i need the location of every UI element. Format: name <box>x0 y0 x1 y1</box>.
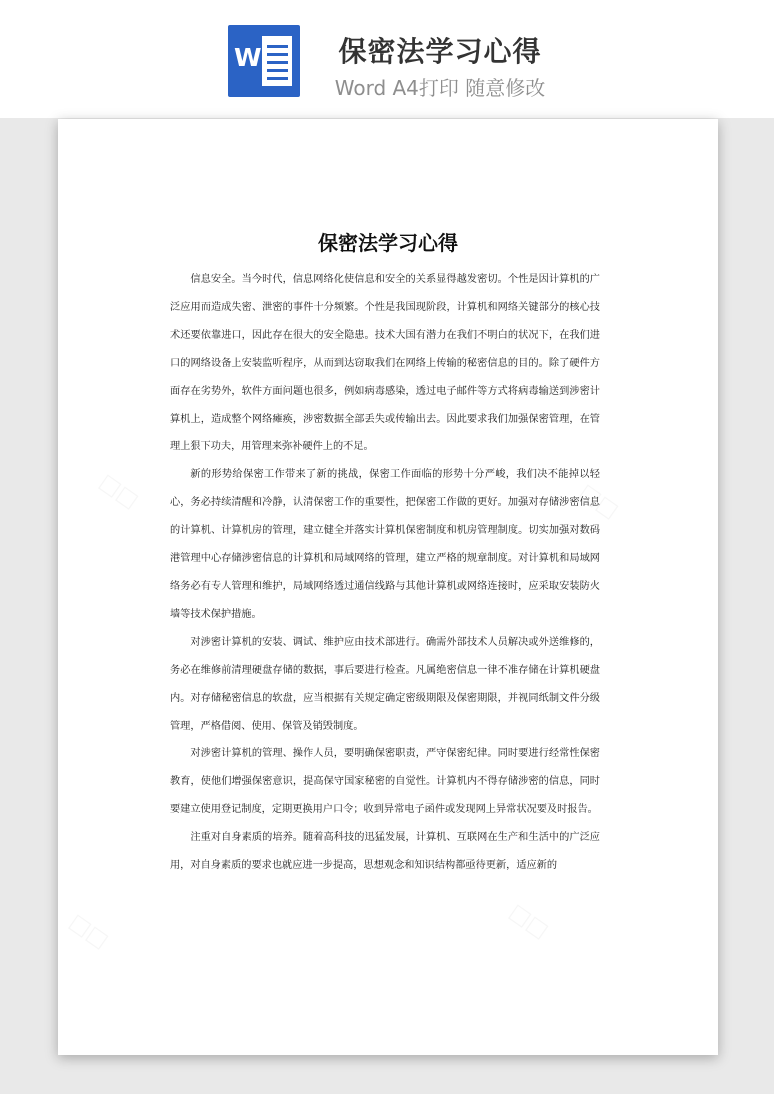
document-body <box>170 266 600 880</box>
word-icon <box>228 25 300 97</box>
watermark: □□ <box>94 469 143 514</box>
banner-title: 保密法学习心得 <box>338 35 542 68</box>
paragraph: 对涉密计算机的管理、操作人员，要明确保密职责，严守保密纪律。同时要进行经常性保密教育，使他们增强保密意识，提高保守国家秘密的自觉性。计算机内不得存储涉密的信息，同时要建立使用登记制度，定期更换用户口令；收到异常电子函件或发现网上异常状况要及时报告。 <box>170 748 600 816</box>
watermark: □□ <box>64 909 113 954</box>
paragraph: 注重对自身素质的培养。随着高科技的迅猛发展，计算机、互联网在生产和生活中的广泛应用，对自身素质的要求也就应进一步提高，思想观念和知识结构都亟待更新，适应新的 <box>170 832 600 872</box>
paragraph: 信息安全。当今时代，信息网络化使信息和安全的关系显得越发密切。个性是因计算机的广泛应用而造成失密、泄密的事件十分频繁。个性是我国现阶段，计算机和网络关键部分的核心技术还要依靠进口，因此存在很大的安全隐患。技术大国有潜力在我们不明白的状况下，在我们进口的网络设备上安装监听程序，从而到达窃取我们在网络上传输的秘密信息的目的。除了硬件方面存在劣势外，软件方面问题也很多，例如病毒感染，透过电子邮件等方式将病毒输送到涉密计算机上，造成整个网络瘫痪，涉密数据全部丢失或传输出去。因此要求我们加强保密管理，在管理上狠下功夫，用管理来弥补硬件上的不足。 <box>170 274 600 453</box>
watermark: □□ <box>504 899 553 944</box>
word-logo-letter: W <box>234 43 262 72</box>
watermark: □□ <box>574 479 623 524</box>
document-title: 保密法学习心得 <box>318 231 458 255</box>
header-banner <box>0 0 774 118</box>
banner-subtitle: Word A4打印 随意修改 <box>334 76 546 100</box>
document-page <box>58 119 718 1055</box>
paragraph: 新的形势给保密工作带来了新的挑战，保密工作面临的形势十分严峻，我们决不能掉以轻心，务必持续清醒和冷静，认清保密工作的重要性，把保密工作做的更好。加强对存储涉密信息的计算机、计算机房的管理，建立健全并落实计算机保密制度和机房管理制度。切实加强对数码港管理中心存储涉密信息的计算机和局域网络的管理，建立严格的规章制度。对计算机和局域网络务必有专人管理和维护，局域网络透过通信线路与其他计算机或网络连接时，应采取安装防火墙等技术保护措施。 <box>170 469 600 620</box>
document-sheet-icon <box>262 36 292 86</box>
paragraph: 对涉密计算机的安装、调试、维护应由技术部进行。确需外部技术人员解决或外送维修的，务必在维修前清理硬盘存储的数据，事后要进行检查。凡属绝密信息一律不准存储在计算机硬盘内。对存储秘密信息的软盘，应当根据有关规定确定密级期限及保密期限，并视同纸制文件分级管理，严格借阅、使用、保管及销毁制度。 <box>170 636 600 732</box>
